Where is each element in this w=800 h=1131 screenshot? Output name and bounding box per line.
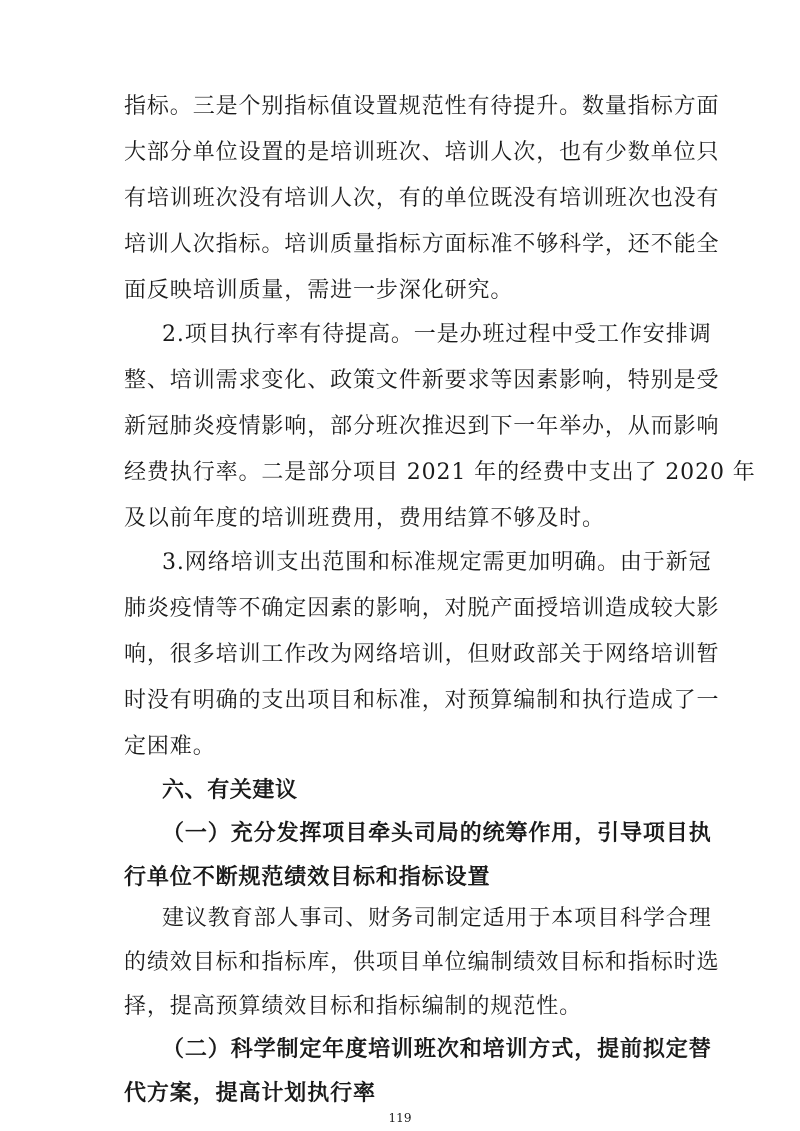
paragraph-line: 整、培训需求变化、政策文件新要求等因素影响，特别是受 [124,368,720,393]
subsection-heading: 行单位不断规范绩效目标和指标设置 [124,864,491,890]
paragraph-line: 2.项目执行率有待提高。一是办班过程中受工作安排调 [162,322,712,347]
paragraph-line: 择，提高预算绩效目标和指标编制的规范性。 [124,994,583,1019]
paragraph-line: 的绩效目标和指标库，供项目单位编制绩效目标和指标时选 [124,950,720,975]
paragraph-line: 大部分单位设置的是培训班次、培训人次，也有少数单位只 [124,140,720,165]
paragraph-line: 及以前年度的培训班费用，费用结算不够及时。 [124,506,605,531]
paragraph-line: 时没有明确的支出项目和标准，对预算编制和执行造成了一 [124,688,720,713]
paragraph-line: 肺炎疫情等不确定因素的影响，对脱产面授培训造成较大影 [124,596,720,621]
paragraph-line: 指标。三是个别指标值设置规范性有待提升。数量指标方面 [124,94,720,119]
page-number: 119 [388,1111,412,1125]
subsection-heading: （二）科学制定年度培训班次和培训方式，提前拟定替 [162,1036,712,1062]
paragraph-line: 面反映培训质量，需进一步深化研究。 [124,278,514,303]
subsection-heading: 代方案，提高计划执行率 [124,1080,376,1106]
paragraph-line: 培训人次指标。培训质量指标方面标准不够科学，还不能全 [124,232,720,257]
paragraph-line: 新冠肺炎疫情影响，部分班次推迟到下一年举办，从而影响 [124,414,720,439]
paragraph-line: 经费执行率。二是部分项目 2021 年的经费中支出了 2020 年 [124,460,756,485]
paragraph-line: 有培训班次没有培训人次，有的单位既没有培训班次也没有 [124,186,720,211]
paragraph-line: 响，很多培训工作改为网络培训，但财政部关于网络培训暂 [124,642,720,667]
section-heading: 六、有关建议 [162,778,298,803]
subsection-heading: （一）充分发挥项目牵头司局的统筹作用，引导项目执 [162,820,712,846]
paragraph-line: 定困难。 [124,734,216,759]
paragraph-line: 3.网络培训支出范围和标准规定需更加明确。由于新冠 [162,550,712,575]
paragraph-line: 建议教育部人事司、财务司制定适用于本项目科学合理 [162,906,712,931]
